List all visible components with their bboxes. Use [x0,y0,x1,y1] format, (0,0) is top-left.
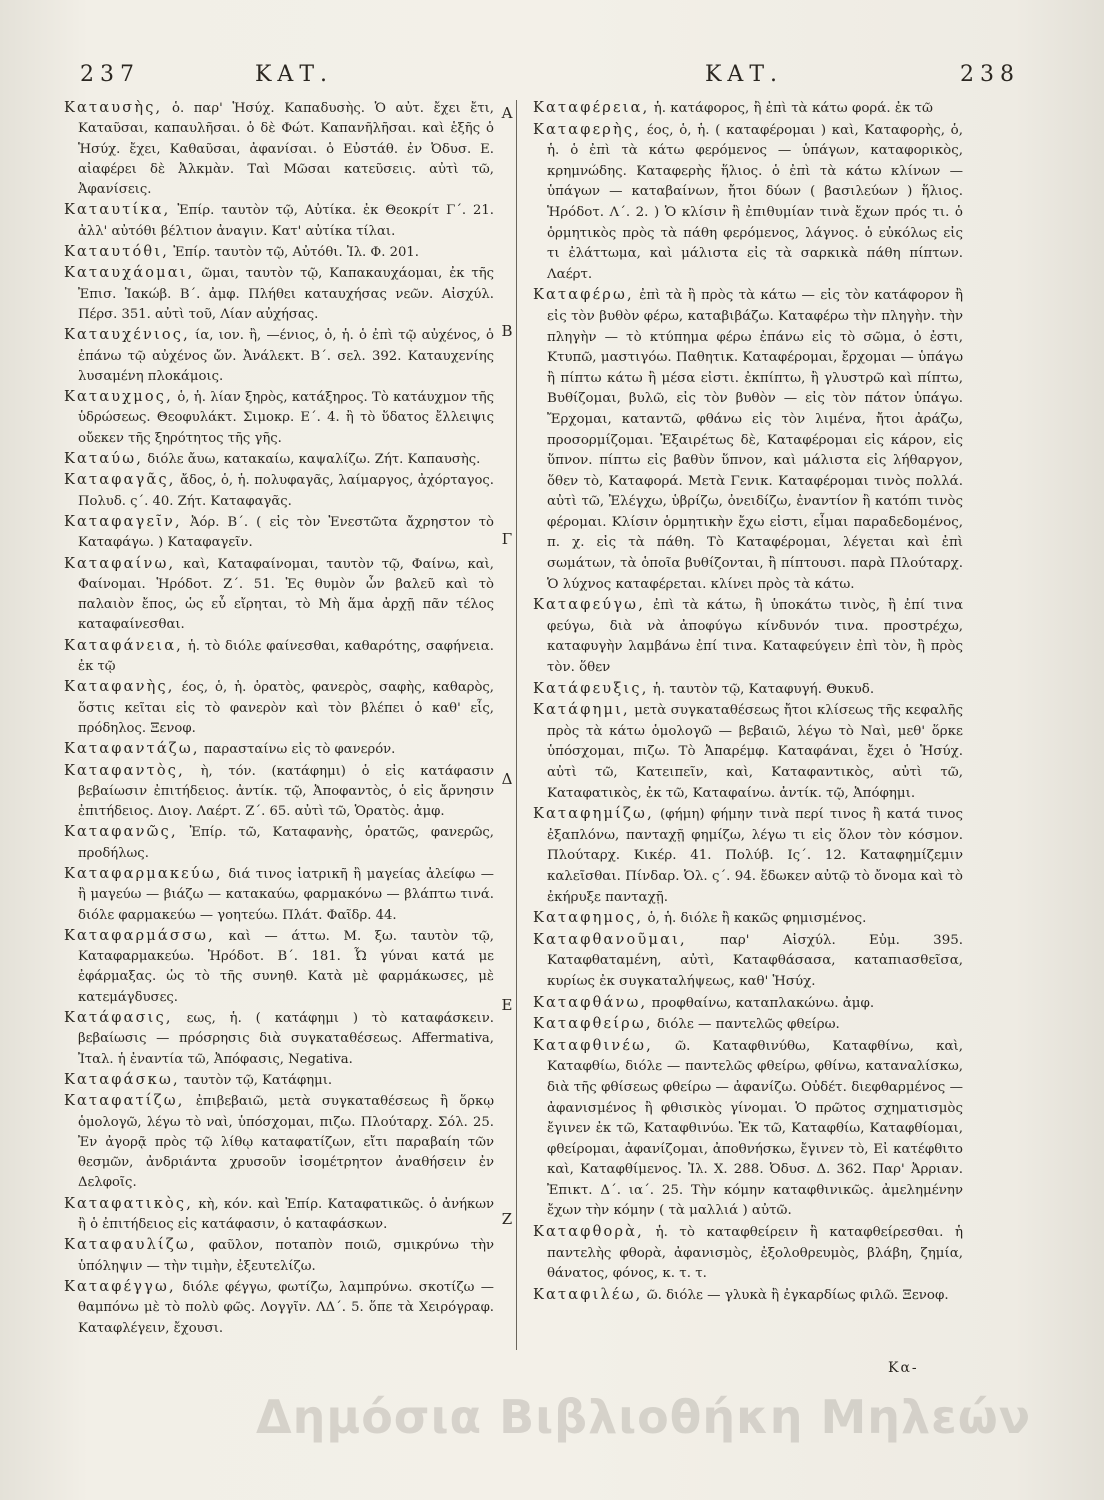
right-column [533,98,963,1306]
definition-text: Ἀόρ. Β΄. ( εἰς τὸν Ἐνεστῶτα ἄχρηστον τὸ Καταφάγω. ) Καταφαγεῖν. [78,514,494,551]
headword: Καταφάσκω, [64,1071,180,1088]
headword: Καταφέγγω, [64,1278,176,1295]
definition-text: διόλε — παντελῶς φθείρω. [656,1017,840,1033]
definition-text: (φήμη) φήμην τινὰ περί τινος ἢ κατά τινος ἐξαπλόνω, πανταχῇ φημίζω, λέγω τι εἰς ὅλον τὸν κόσμον. Πλούταρχ. Κικέρ. 41. Πολύβ. Ις΄. 12. Καταφημίζεμιν καλεῖσθαι. Πίνδαρ. Ὀλ. ς΄. 94. ἔδωκεν αὐτῷ τὸ ὄνομα καὶ τὸ ἐκήρυξε πανταχῇ. [547,807,963,905]
headword: Καταφημίζω, [533,806,654,823]
dictionary-entry [533,1014,963,1036]
section-letter: Γ [501,530,513,548]
definition-text: ῶ. διόλε — γλυκὰ ἢ ἐγκαρδίως φιλῶ. Ξενοφ. [646,1287,949,1303]
dictionary-entry [64,1091,494,1193]
definition-text: ἐπιβεβαιῶ, μετὰ συγκαταθέσεως ἢ ὅρκῳ ὁμολογῶ, λέγω τὸ ναὶ, ὑπόσχομαι, πιζω. Πλούταρχ. Σόλ. 25. Ἐν ἀγορᾷ πρὸς τῷ λίθῳ καταφατίζων, εἴτι παραβαίη τῶν θεσμῶν, ἀνδριάντα χρυσοῦν ἰσομέτρητον ἀναθήσειν ἐν Δελφοῖς. [78,1094,494,1191]
dictionary-entry [64,864,494,926]
page-number-left: 237 [80,62,140,87]
definition-text: ία, ιον. ἢ, —ένιος, ὁ, ἡ. ὁ ἐπὶ τῷ αὐχένος, ὁ ἐπάνω τῷ αὐχένος ὤν. Ἀνάλεκτ. Β΄. σελ. 392. Καταυχενίης λυσαμένη πλοκάμοις. [78,328,494,384]
dictionary-entry [64,677,494,739]
dictionary-entry [64,1235,494,1277]
section-letter: Ε [501,996,513,1014]
dictionary-entry [533,1222,963,1285]
definition-text: ἐπὶ τὰ κάτω, ἢ ὑποκάτω τινὸς, ἢ ἐπί τινα φεύγω, διὰ νὰ ἀποφύγω κίνδυνόν τινα. προστρέχω, καταφυγὴν λαμβάνω ἐπί τινα. Καταφεύγειν ἐπὶ τὸν, ἢ πρὸς τὸν. ὅθεν [547,598,963,676]
dictionary-entry [533,804,963,908]
headword: Καταφιλέω, [533,1286,643,1303]
headword: Καταφαγᾶς, [64,472,176,489]
running-head-left: ΚΑΤ. [255,62,333,87]
dictionary-entry [64,449,494,470]
section-letter: Α [501,104,513,122]
headword: Καταυσὴς, [64,100,163,116]
column-divider [516,100,517,1350]
definition-text: εως, ἡ. ( κατάφημι ) τὸ καταφάσκειν. βεβαίωσις — πρόσρησις διὰ συγκαταθέσεως. Affermativa, Ἰταλ. ἡ ἐναντία τῶ, Ἀπόφασις, Negativa. [78,1011,494,1067]
definition-text: ὁ, ἡ. διόλε ἢ κακῶς φημισμένος. [647,911,867,927]
dictionary-entry [533,679,963,701]
headword: Καταφθείρω, [533,1016,653,1033]
headword: Καταφαρμακεύω, [64,865,223,882]
headword: Κατάφευξις, [533,680,649,697]
headword: Καταυτόθι, [64,244,170,261]
dictionary-entry [533,595,963,678]
headword: Κατάφημι, [533,702,630,719]
dictionary-entry [533,285,963,595]
dictionary-entry [64,1277,494,1339]
definition-text: έος, ὁ, ἡ. ὁρατὸς, φανερὸς, σαφὴς, καθαρὸς, ὅστις κεῖται εἰς τὸ φανερὸν καὶ τὸν βλέπει ὁ καθ' εἷς, πρόδηλος. Ξενοφ. [78,680,494,736]
library-watermark: Δημόσια Βιβλιοθήκη Μηλεών [256,1390,1032,1444]
headword: Καταυχένιος, [64,327,190,344]
headword: Κατάφασις, [64,1010,173,1027]
definition-text: ὁ. παρ' Ἡσύχ. Καπαδυσὴς. Ὁ αὐτ. ἔχει ἔτι, Καταῦσαι, καπαυλῆσαι. ὁ δὲ Φώτ. Καπανῆλῆσαι. καὶ ἑξῆς ὁ Ἡσύχ. ἔχει, Καθαῦσαι, ἀφανίσαι. ὁ Εὐστάθ. ἐν Ὀδυσ. Ε. αἰαφέρει δὲ Ἀλκμὰν. Ταὶ Μῶσαι κατεῦσεις. αὐτὶ τῶ, Ἀφανίσεις. [78,101,494,198]
definition-text: ῶμαι, ταυτὸν τῷ, Καπακαυχάομαι, ἐκ τῆς Ἐπισ. Ἰακώβ. Β΄. ἀμφ. Πλήθει καταυχήσας νεῶν. Αἰσχύλ. Πέρσ. 351. αὐτὶ τοῦ, Λίαν αὐχήσας. [78,266,494,322]
headword: Καταφθανοῦμαι, [533,931,687,948]
dictionary-entry [64,200,494,242]
headword: Καταφατίζω, [64,1093,185,1110]
dictionary-entry [533,1036,963,1222]
headword: Καταφαγεῖν, [64,513,182,530]
definition-text: καὶ — άττω. Μ. ξω. ταυτὸν τῷ, Καταφαρμακεύω. Ἡρόδοτ. Β΄. 181. Ὦ γύναι κατά με ἐφάρμαξας. ὡς τὸ τῆς συνηθ. Κατὰ μὲ φαρμάκωσες, μὲ κατεμάγδυσες. [78,928,494,1005]
page-number-right: 238 [960,62,1020,87]
definition-text: Ἐπίρ. ταυτὸν τῷ, Αὐτίκα. ἐκ Θεοκρίτ Γ΄. 21. ἀλλ' αὐτόθι βέλτιον ἀναγιν. Κατ' αὐτίκα τίλαι. [78,203,494,239]
definition-text: ταυτὸν τῷ, Κατάφημι. [183,1072,333,1088]
definition-text: διόλε φέγγω, φωτίζω, λαμπρύνω. σκοτίζω — θαμπόνω μὲ τὸ πολὺ φῶς. Λογγῖν. ΛΔ΄. 5. ὅπε τὰ Χειρόγραφ. Καταφλέγειν, ἔχουσι. [78,1279,494,1336]
headword: Καταυχάομαι, [64,265,195,282]
definition-text: διόλε ἄυω, κατακαίω, καψαλίζω. Ζήτ. Καπαυσὴς. [147,452,481,468]
section-letter: Ζ [501,1210,513,1228]
definition-text: ἡ. ταυτὸν τῷ, Καταφυγή. Θυκυδ. [652,681,875,697]
definition-text: Ἐπίρ. ταυτὸν τῷ, Αὐτόθι. Ἰλ. Φ. 201. [173,245,419,261]
dictionary-entry [64,98,494,200]
definition-text: ἐπὶ τὰ ἢ πρὸς τὰ κάτω — εἰς τὸν κατάφορον ἢ εἰς τὸν βυθὸν φέρω, καταβιβάζω. Καταφέρω τὴν πληγὴν. τὴν πληγὴν — τὸ κτύπημα φέρω ἐπάνω εἰς τὸ σῶμα, ὁ ἐστι, Κτυπῶ, μαστιγόω. Παθητικ. Καταφέρομαι, ἔρχομαι — ὑπάγω ἢ πίπτω κάτω ἢ μέσα εἰστι. ἐκπίπτω, ἢ γλυστρῶ καὶ πίπτω, Βυθίζομαι, βυλῶ, εἰς τὸν βυθὸν — εἰς τὸν πάτον ὑπάγω. Ἔρχομαι, καταντῶ, φθάνω εἰς τὸν λιμένα, ἤτοι ἀράζω, προσορμίζομαι. Ἐξαιρέτως δὲ, Καταφέρομαι εἰς κάρον, εἰς ὕπνον. πίπτω εἰς βαθὺν ὕπνον, καὶ μάλιστα εἰς λήθαργον, ὅθεν τὸ, Καταφορά. Μετὰ Γενικ. Καταφέρομαι τινὸς πολλά. αὐτὶ τῶ, Ἐλέγχω, ὑβρίζω, ὀνειδίζω, ἐναντίον ἢ κατόπι τινὸς φέρομαι. Κλίσιν ὁρμητικὴν ἔχω εἰστι, εἶμαι παραδεδομένος, π. χ. εἰς τὰ πάθη. Τὸ Καταφέρομαι, λέγεται καὶ ἐπὶ σωμάτων, τὰ ὁποῖα βυθίζονται, ἢ πίπτουσι. παρὰ Πλούταρχ. Ὁ λύχνος καταφέρεται. κλίνει πρὸς τὰ κάτω. [547,288,963,592]
headword: Καταυχμος, [64,389,173,406]
page-header [80,62,1020,102]
definition-text: ἡ. κατάφορος, ἢ ἐπὶ τὰ κάτω φορά. ἐκ τῶ [653,101,933,116]
definition-text: Ἐπίρ. τῶ, Καταφανὴς, ὁρατῶς, φανερῶς, προδήλως. [78,825,494,861]
dictionary-entry [533,98,963,120]
left-column [64,98,494,1339]
dictionary-entry [64,325,494,387]
running-head-right: ΚΑΤ. [705,62,783,87]
definition-text: ἡ. τὸ καταφθείρειν ἢ καταφθείρεσθαι. ἡ παντελὴς φθορὰ, ἀφανισμὸς, ἐξολοθρευμὸς, βλάβη, ζημία, θάνατος, φόνος, κ. τ. τ. [547,1225,963,1282]
definition-text: ὴ, τόν. (κατάφημι) ὁ εἰς κατάφασιν βεβαίωσιν ἐπιτήδειος. ἀντίκ. τῷ, Ἀποφαντὸς, ὁ εἰς ἄρνησιν ἐπιτήδειος. Διογ. Λαέρτ. Ζ΄. 65. αὐτὶ τῶ, Ὁρατὸς. ἀμφ. [78,763,494,820]
section-letter: Β [501,322,513,340]
headword: Καταφαρμάσσω, [64,927,215,944]
definition-text: έος, ὁ, ἡ. ( καταφέρομαι ) καὶ, Καταφορὴς, ὁ, ἡ. ὁ ἐπὶ τὰ κάτω φερόμενος — ὑπάγων, καταφορικὸς, κρημνώδης. Καταφερὴς ἥλιος. ὁ ἐπὶ τὰ κάτω κλίνων — ὑπάγων — καταβαίνων, ἤτοι δύων ( βασιλεύων ) ἥλιος. Ἡρόδοτ. Λ΄. 2. ) Ὁ κλίσιν ἢ ἐπιθυμίαν τινὰ ἔχων πρός τι. ὁ ὁρμητικὸς πρὸς τὰ πάθη φερόμενος, λάγνος. ὁ εὐκόλως εἰς τι ἐλάττωμα, καὶ μάλιστα εἰς τὰ σαρκικὰ πάθη πίπτων. Λαέρτ. [547,122,964,282]
dictionary-entry [533,908,963,930]
headword: Καταφαντὸς, [64,762,185,779]
catchword: Κα- [888,1360,919,1376]
headword: Καταφεύγω, [533,597,646,614]
dictionary-entry [64,387,494,449]
dictionary-entry [64,636,494,678]
dictionary-entry [64,512,494,554]
definition-text: κὴ, κόν. καὶ Ἐπίρ. Καταφατικῶς. ὁ ἀνήκων ἢ ὁ ἐπιτήδειος εἰς κατάφασιν, ὁ καταφάσκων. [78,1196,495,1233]
definition-text: ἄδος, ὁ, ἡ. πολυφαγᾶς, λαίμαργος, ἀχόρταγος. Πολυδ. ς΄. 40. Ζήτ. Καταφαγᾶς. [78,473,494,509]
dictionary-entry [64,470,494,512]
dictionary-entry [533,1285,963,1307]
dictionary-entry [64,1008,494,1070]
dictionary-entry [533,120,963,286]
headword: Καταφατικὸς, [64,1195,194,1212]
definition-text: φαῦλον, ποταπὸν ποιῶ, σμικρύνω τὴν ὑπόληψιν — τὴν τιμὴν, ἐξευτελίζω. [78,1238,494,1274]
headword: Καταφημος, [533,910,644,927]
headword: Καταφθινέω, [533,1037,653,1054]
dictionary-entry [533,700,963,804]
dictionary-entry [64,554,494,636]
headword: Καταφανὴς, [64,679,175,696]
headword: Καταύω, [64,451,144,468]
definition-text: προφθαίνω, καταπλακώνω. ἀμφ. [651,995,875,1011]
definition-text: ἡ. τὸ διόλε φαίνεσθαι, καθαρότης, σαφήνεια. ἐκ τῷ [78,638,494,675]
dictionary-entry [64,822,494,864]
headword: Καταφαυλίζω, [64,1237,197,1254]
dictionary-entry [533,993,963,1015]
headword: Καταφέρω, [533,287,634,304]
section-letter: Δ [501,770,513,788]
headword: Καταφέρεια, [533,100,650,116]
dictionary-entry [64,1070,494,1091]
dictionary-entry [64,761,494,823]
dictionary-entry [533,930,963,993]
definition-text: παρασταίνω εἰς τὸ φανερόν. [203,742,396,758]
headword: Καταφθάνω, [533,994,648,1011]
definition-text: μετὰ συγκαταθέσεως ἤτοι κλίσεως τῆς κεφαλῆς πρὸς τὰ κάτω ὁμολογῶ — βεβαιῶ, λέγω τὸ Ναὶ, μεθ' ὅρκε ὑπόσχομαι, πιζω. Τὸ Ἀπαρέμφ. Καταφάναι, ἔχει ὁ Ἡσύχ. αὐτὶ τῶ, Κατειπεῖν, καὶ, Καταφαντικὸς, αὐτὶ τῶ, Καταφατικὸς, ἐκ τῶ, Καταφαίνω. ἀντίκ. τῷ, Ἀπόφημι. [547,703,963,801]
dictionary-entry [64,926,494,1008]
dictionary-entry [64,1194,494,1236]
definition-text: διά τινος ἰατρικῆ ἢ μαγείας ἀλείφω — ἢ μαγεύω — βιάζω — κατακαύω, φαρμακόνω — βλάπτω τινά. διόλε φαρμακεύω — γοητεύω. Πλάτ. Φαῖδρ. 44. [78,866,494,923]
definition-text: ῶ. Καταφθινύθω, Καταφθίνω, καὶ, Καταφθίω, διόλε — παντελῶς φθείρω, φθίνω, καταναλίσκω, διὰ τῆς φθίσεως φθείρω — ἀφανίζω. Οὐδέτ. διεφθαρμένος — ἀφανισμένος ἢ φθισικὸς γίνομαι. Ὁ πρῶτος σχηματισμὸς ἔγινεν ἐκ τῶ, Καταφθινύω. Ἐκ τῶ, Καταφθίω, Καταφθίομαι, φθείρομαι, ἀφανίζομαι, ἀποθνήσκω, ἔγινεν τὸ, Εἰ κατέφθιτο καὶ, Καταφθίμενος. Ἰλ. Χ. 288. Ὀδυσ. Δ. 362. Παρ' Ἀρριαν. Ἐπικτ. Δ΄. ια΄. 25. Τὴν κόμην καταφθινικῶς. ἀμελημένην ἔχων τὴν κόμην ( τὰ μαλλιά ) αὐτῶ. [547,1038,963,1219]
headword: Καταφαντάζω, [64,741,200,758]
headword: Καταφάνεια, [64,637,183,654]
headword: Καταφαίνω, [64,555,176,572]
headword: Καταφθορὰ, [533,1224,644,1241]
dictionary-entry [64,242,494,263]
definition-text: ὁ, ἡ. λίαν ξηρὸς, κατάξηρος. Τὸ κατάυχμον τῆς ὑδρώσεως. Θεοφυλάκτ. Σιμοκρ. Ε΄. 4. ἢ τὸ ὕδατος ἔλλειψις οὔεκεν τῆς ξηρότητος τῆς γῆς. [78,390,494,446]
dictionary-entry [64,263,494,325]
dictionary-entry [64,739,494,760]
headword: Καταφανῶς, [64,824,178,841]
headword: Καταφερὴς, [533,121,642,138]
definition-text: καὶ, Καταφαίνομαι, ταυτὸν τῷ, Φαίνω, καὶ, Φαίνομαι. Ἡρόδοτ. Ζ΄. 51. Ἐς θυμὸν ὦν βαλεῦ καὶ τὸ παλαιὸν ἔπος, ὡς εὖ εἴρηται, τὸ Μὴ ἅμα ἀρχῇ πᾶν τέλος καταφαίνεσθαι. [78,556,494,633]
definition-text: παρ' Αἰσχύλ. Εὐμ. 395. Καταφθαταμένη, αὐτὶ, Καταφθάσασα, καταπιασθεῖσα, κυρίως ἐκ συγκαταλήψεως, καθ' Ἡσύχ. [547,932,963,989]
headword: Καταυτίκα, [64,202,171,219]
